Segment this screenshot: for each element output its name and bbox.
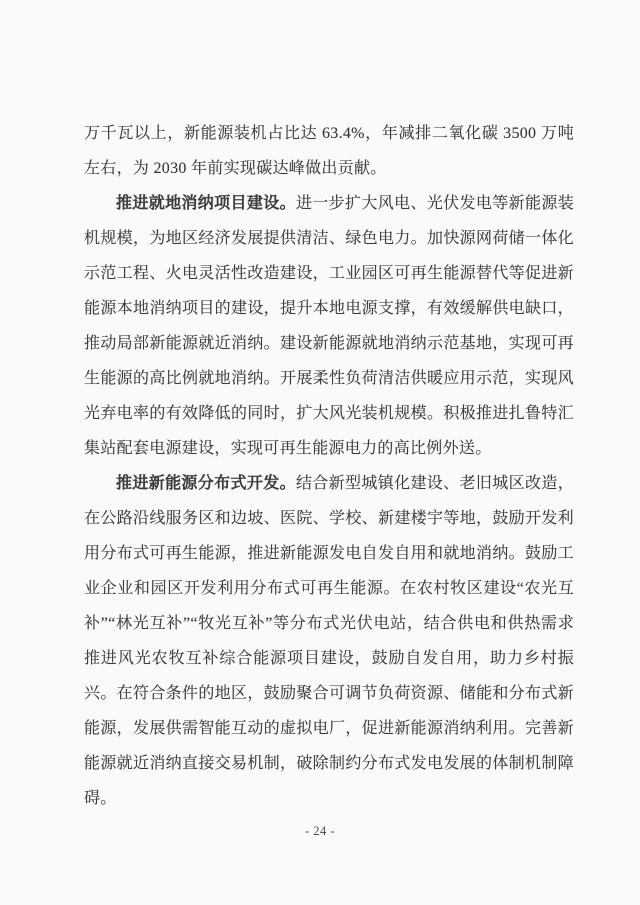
page-number: - 24 - bbox=[304, 824, 336, 838]
page-body bbox=[84, 116, 574, 816]
paragraph-continuation bbox=[84, 116, 574, 186]
paragraph-lead: 推进新能源分布式开发。 bbox=[116, 475, 296, 492]
paragraph-text: 结合新型城镇化建设、老旧城区改造，在公路沿线服务区和边坡、医院、学校、新建楼宇等地，鼓励开发利用分布式可再生能源，推进新能源发电自发自用和就地消纳。鼓励工业企业和园区开发利用分布式可再生能源。在农村牧区建设“农光互补”“林光互补”“牧光互补”等分布式光伏电站，结合供电和供热需求推进风光农牧互补综合能源项目建设，鼓励自发自用，助力乡村振兴。在符合条件的地区，鼓励聚合可调节负荷资源、储能和分布式新能源，发展供需智能互动的虚拟电厂，促进新能源消纳利用。完善新能源就近消纳直接交易机制，破除制约分布式发电发展的体制机制障碍。 bbox=[84, 475, 574, 807]
paragraph-distributed-development bbox=[84, 466, 574, 816]
paragraph-text: 万千瓦以上，新能源装机占比达 63.4%，年减排二氧化碳 3500 万吨左右，为 2030 年前实现碳达峰做出贡献。 bbox=[84, 125, 574, 177]
paragraph-text: 进一步扩大风电、光伏发电等新能源装机规模，为地区经济发展提供清洁、绿色电力。加快源网荷储一体化示范工程、火电灵活性改造建设，工业园区可再生能源替代等促进新能源本地消纳项目的建设，提升本地电源支撑，有效缓解供电缺口，推动局部新能源就近消纳。建设新能源就地消纳示范基地，实现可再生能源的高比例就地消纳。开展柔性负荷清洁供暖应用示范，实现风光弃电率的有效降低的同时，扩大风光装机规模。积极推进扎鲁特汇集站配套电源建设，实现可再生能源电力的高比例外送。 bbox=[84, 195, 574, 457]
paragraph-local-consumption-projects bbox=[84, 186, 574, 466]
paragraph-lead: 推进就地消纳项目建设。 bbox=[116, 195, 296, 212]
